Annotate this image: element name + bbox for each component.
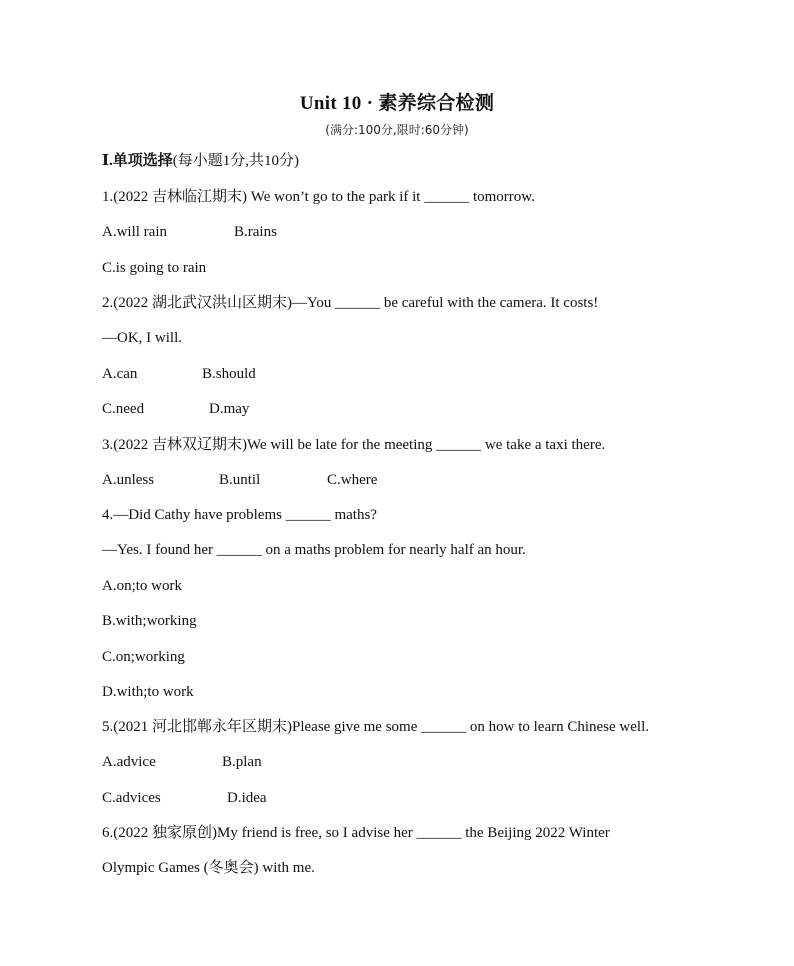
question-6-stem-continued: Olympic Games (冬奥会) with me.	[102, 860, 315, 876]
option-a: A.advice	[102, 754, 156, 770]
question-5-options-row	[102, 752, 262, 772]
page-subtitle: (满分:100分,限时:60分钟)	[325, 123, 469, 137]
question-2-stem: 2.(2022 湖北武汉洪山区期末)—You ______ be careful with the camera. It costs!	[102, 295, 599, 311]
question-2-options-row-2	[102, 399, 249, 419]
option-b: B.rains	[234, 224, 277, 240]
question-3-stem: 3.(2022 吉林双辽期末)We will be late for the meeting ______ we take a taxi there.	[102, 437, 606, 453]
question-4-stem: 4.—Did Cathy have problems ______ maths?	[102, 507, 377, 523]
option-d: D.may	[209, 401, 250, 417]
option-c: C.where	[327, 472, 378, 488]
option-a: A.can	[102, 366, 138, 382]
question-3-options-row	[102, 470, 377, 490]
page-title: Unit 10 · 素养综合检测	[299, 93, 495, 114]
option-b: B.until	[219, 472, 261, 488]
question-4-reply: —Yes. I found her ______ on a maths problem for nearly half an hour.	[102, 542, 526, 558]
question-1-options-row	[102, 222, 277, 242]
question-4-option-b: B.with;working	[102, 613, 197, 629]
question-4-option-c: C.on;working	[102, 649, 185, 665]
question-1-options-row-2	[102, 258, 206, 278]
question-6-stem: 6.(2022 独家原创)My friend is free, so I advise her ______ the Beijing 2022 Winter	[102, 825, 610, 841]
option-a: A.will rain	[102, 224, 167, 240]
section-title: Ⅰ.单项选择	[102, 153, 173, 169]
option-c: C.need	[102, 401, 145, 417]
option-a: A.unless	[102, 472, 155, 488]
section-heading	[102, 151, 299, 171]
option-b: B.should	[202, 366, 256, 382]
question-5-stem: 5.(2021 河北邯郸永年区期末)Please give me some ______ on how to learn Chinese well.	[102, 719, 650, 735]
option-c: C.is going to rain	[102, 260, 207, 276]
question-2-reply: —OK, I will.	[102, 330, 182, 346]
question-4-option-d: D.with;to work	[102, 684, 194, 700]
question-2-options-row	[102, 364, 256, 384]
option-b: B.plan	[222, 754, 262, 770]
question-4-option-a: A.on;to work	[102, 578, 182, 594]
option-c: C.advices	[102, 790, 161, 806]
option-d: D.idea	[227, 790, 267, 806]
question-5-options-row-2	[102, 788, 267, 808]
question-1-stem: 1.(2022 吉林临江期末) We won’t go to the park if it ______ tomorrow.	[102, 189, 535, 205]
section-note: (每小题1分,共10分)	[172, 153, 300, 169]
